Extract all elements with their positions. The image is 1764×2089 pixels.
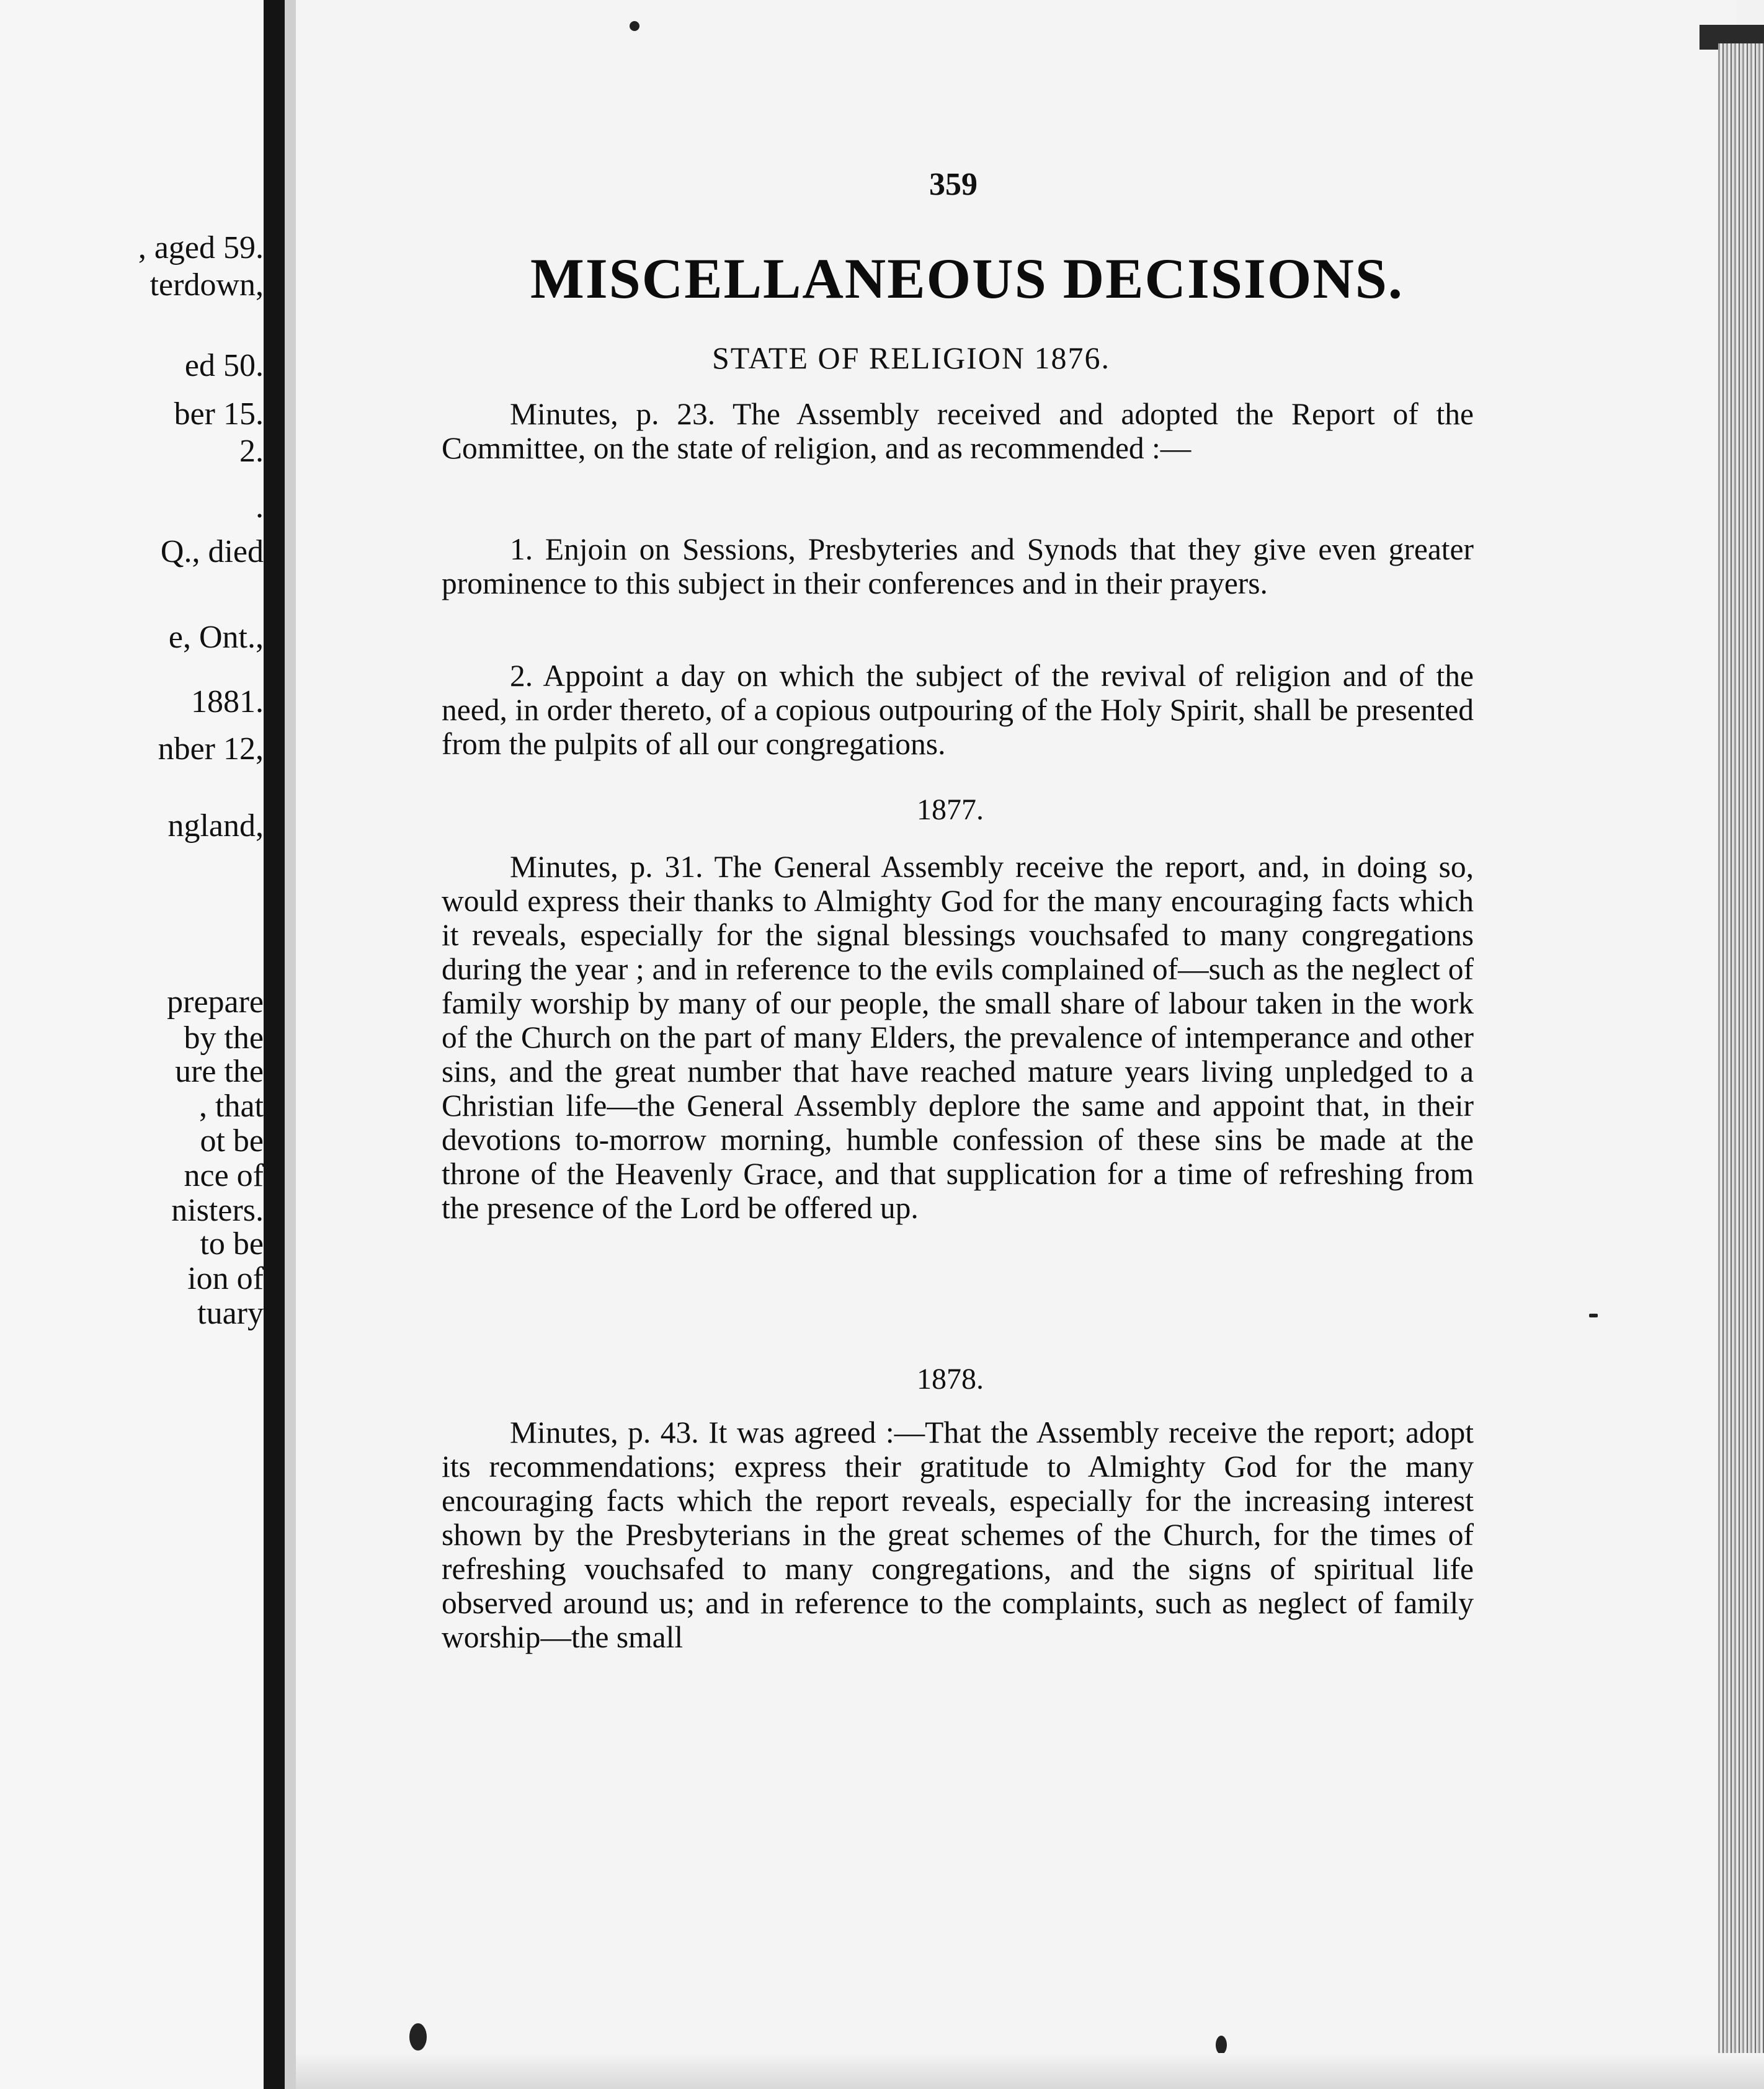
left-page-line: 1881. [191, 684, 264, 719]
left-page-line: , that [199, 1089, 264, 1124]
paragraph-1876-intro: Minutes, p. 23. The Assembly received and adopted the Report of the Committee, on the state of religion, and as recommended :— [442, 397, 1474, 465]
paragraph-1876-item-2: 2. Appoint a day on which the subject of the revival of religion and of the need, in order thereto, of a copious outpouring of the Holy Spirit, shall be presented from the pulpits of all our congregations. [442, 659, 1474, 761]
ink-speck [630, 21, 639, 31]
ink-speck [1216, 2036, 1227, 2054]
left-page-line: nisters. [171, 1193, 264, 1228]
left-page-line: ngland, [167, 808, 264, 844]
paragraph-1878: Minutes, p. 43. It was agreed :—That the Assembly receive the report; adopt its recommendations; express their gratitude to Almighty God for the many encouraging facts which the report reveals, especially for the increasing interest shown by the Presbyterians in the great schemes of the Church, for the times of refreshing vouchsafed to many congregations, and the signs of spiritual life observed around us; and in reference to the complaints, such as neglect of family worship—the small [442, 1415, 1474, 1654]
book-gutter [264, 0, 285, 2089]
left-page-line: ber 15. [174, 396, 264, 432]
page-title: MISCELLANEOUS DECISIONS. [530, 247, 1404, 310]
left-page-line: by the [184, 1020, 264, 1056]
left-page-line: terdown, [149, 267, 264, 303]
ink-speck [409, 2023, 427, 2051]
left-page-line: tuary [197, 1296, 264, 1331]
left-page-line: ure the [175, 1054, 264, 1089]
year-heading-1878: 1878. [917, 1363, 984, 1396]
page-number: 359 [929, 167, 978, 202]
left-page-line: e, Ont., [168, 620, 264, 655]
left-page-line: , aged 59. [138, 230, 264, 265]
left-page-line: ot be [200, 1123, 264, 1159]
stacked-page-edges [1718, 43, 1764, 2089]
paragraph-1877: Minutes, p. 31. The General Assembly receive the report, and, in doing so, would express their thanks to Almighty God for the many encouraging facts which it reveals, especially for the signal blessings vouchsafed to many congregations during the year ; and in reference to the evils complained of—such as the neglect of family worship by many of our people, the small share of labour taken in the work of the Church on the part of many Elders, the prevalence of intemperance and other sins, and the great number that have reached mature years living unpledged to a Christian life—the General Assembly deplore the same and appoint that, in their devotions to-morrow morning, humble confession of these sins be made at the throne of the Heavenly Grace, and that supplication for a time of refreshing from the presence of the Lord be offered up. [442, 850, 1474, 1225]
left-page-line: Q., died [160, 534, 264, 569]
left-facing-page [0, 0, 264, 2089]
left-page-line: nber 12, [158, 731, 264, 767]
left-page-line: ion of [187, 1261, 264, 1296]
left-page-line: to be [200, 1226, 264, 1262]
section-heading: STATE OF RELIGION 1876. [712, 341, 1110, 375]
page-bottom-shadow [296, 2053, 1764, 2089]
left-page-line: nce of [184, 1158, 264, 1193]
year-heading-1877: 1877. [917, 793, 984, 826]
paragraph-1876-item-1: 1. Enjoin on Sessions, Presbyteries and Synods that they give even greater prominence to this subject in their conferences and in their prayers. [442, 532, 1474, 600]
ink-speck [1589, 1314, 1598, 1317]
left-page-line: ed 50. [184, 348, 264, 383]
gutter-shadow [285, 0, 296, 2089]
left-page-line: prepare [167, 984, 264, 1020]
left-page-line: . [256, 489, 264, 525]
left-page-line: 2. [239, 434, 264, 469]
